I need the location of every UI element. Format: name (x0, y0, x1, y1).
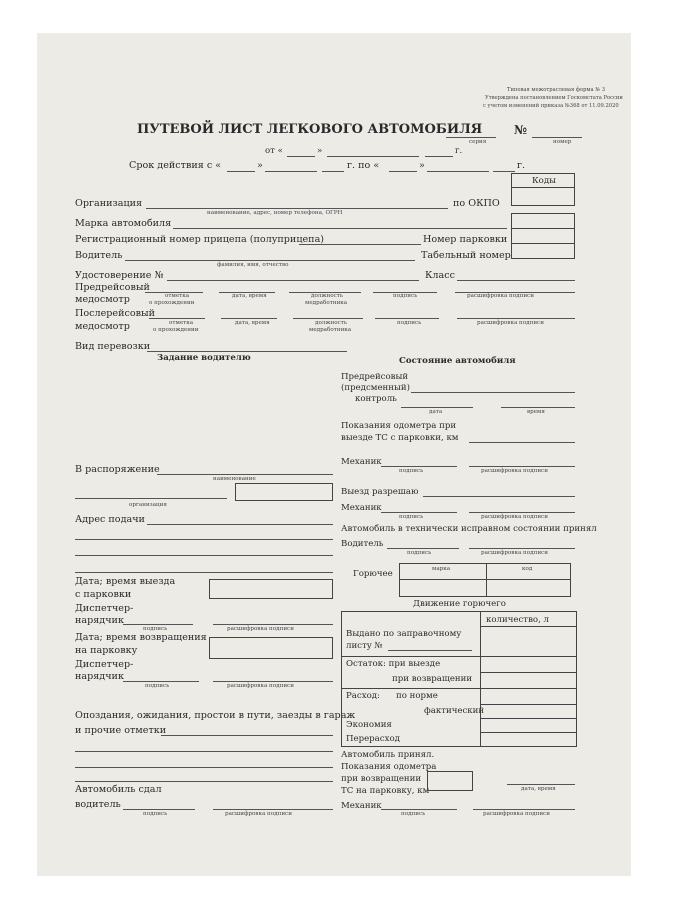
delays-line-3[interactable] (75, 767, 333, 768)
fuel-table (399, 563, 571, 597)
validity-label: Срок действия с « (129, 160, 222, 171)
accepted-label-4: ТС на парковку, км (341, 786, 430, 796)
dispatcher-1-b: нарядчик (75, 615, 124, 626)
handed-decode-line[interactable] (213, 809, 333, 810)
departure-label-1: Дата; время выезда (75, 576, 176, 587)
post-position-caption-1: должность (315, 320, 347, 326)
consumption-actual-label: фактический (424, 706, 485, 716)
okpo-label: по ОКПО (453, 198, 500, 209)
from-year-line[interactable] (425, 156, 453, 157)
pre-decode-caption: расшифровка подписи (467, 293, 534, 299)
issued-label-2: листу № (346, 641, 383, 651)
good-condition-label: Автомобиль в технически исправном состоянии принял (341, 524, 597, 534)
fuel-row-line-4 (342, 688, 576, 689)
pre-signature-caption: подпись (393, 293, 418, 299)
handed-sign-caption: подпись (143, 811, 168, 817)
return-datetime-box[interactable] (209, 637, 333, 659)
parking-code-cell[interactable] (511, 213, 575, 229)
organization-label: Организация (75, 198, 143, 209)
mechanic-1-decode-caption: расшифровка подписи (481, 468, 548, 474)
form-note-2: Утверждена постановлением Госкомстата России (485, 95, 623, 101)
overrun-label: Перерасход (346, 734, 400, 744)
mechanic-1-label: Механик (341, 457, 382, 467)
accepted-label-1: Автомобиль принял. (341, 750, 435, 760)
remainder-label-1: Остаток: при выезде (346, 659, 441, 669)
from-label: от « (265, 146, 283, 156)
valid-from-year-line[interactable] (322, 171, 344, 172)
accept-driver-decode-line[interactable] (469, 548, 575, 549)
dispatcher-2-b: нарядчик (75, 671, 124, 682)
post-decode-line[interactable] (457, 318, 575, 319)
pre-control-line[interactable] (411, 392, 575, 393)
delays-line-1[interactable] (161, 735, 333, 736)
exit-allowed-label: Выезд разрешаю (341, 487, 419, 497)
fuel-label: Горючее (353, 569, 393, 579)
consumption-label: Расход: (346, 691, 380, 701)
accepted-label-3: при возвращении (341, 774, 422, 784)
pre-datetime-caption: дата, время (232, 293, 267, 299)
address-line-3[interactable] (75, 555, 333, 556)
delays-label-2: и прочие отметки (75, 725, 167, 736)
valid-to-year-line[interactable] (493, 171, 515, 172)
dispatcher-2-decode-caption: расшифровка подписи (227, 683, 294, 689)
fuel-row-line-3 (480, 672, 576, 673)
final-mechanic-sign-caption: подпись (401, 811, 426, 817)
trailer-label: Регистрационный номер прицепа (полуприцепа) (75, 234, 325, 245)
departure-label-2: с парковки (75, 589, 132, 600)
issued-sheet-line[interactable] (388, 650, 472, 651)
fuel-row-line-1 (480, 626, 576, 627)
pre-control-label-2: (предсменный) (341, 383, 410, 393)
fuel-row-line-6 (480, 718, 576, 719)
car-brand-line[interactable] (173, 228, 507, 229)
fuel-movement-divider (480, 612, 481, 746)
dispatcher-1-sign-caption: подпись (143, 626, 168, 632)
post-signature-line[interactable] (375, 318, 439, 319)
form-title: ПУТЕВОЙ ЛИСТ ЛЕГКОВОГО АВТОМОБИЛЯ (137, 122, 483, 137)
post-decode-caption: расшифровка подписи (477, 320, 544, 326)
address-line-2[interactable] (75, 539, 333, 540)
valid-to-day-line[interactable] (389, 171, 417, 172)
transport-type-label: Вид перевозки (75, 341, 151, 352)
tab-number-label: Табельный номер (421, 250, 511, 261)
valid-from-day-line[interactable] (227, 171, 255, 172)
delays-line-2[interactable] (75, 751, 333, 752)
final-mechanic-decode-line[interactable] (473, 809, 575, 810)
form-sheet (37, 33, 631, 876)
post-position-line[interactable] (293, 318, 363, 319)
from-month-line[interactable] (327, 156, 419, 157)
address-line-4[interactable] (75, 572, 333, 573)
pre-control-date-caption: дата (429, 409, 443, 415)
fuel-movement-heading: Движение горючего (413, 599, 506, 609)
accepted-datetime-line[interactable] (507, 784, 575, 785)
mechanic-2-decode-caption: расшифровка подписи (481, 514, 548, 520)
driver-label: Водитель (75, 250, 123, 261)
trailer-code-cell[interactable] (511, 228, 575, 244)
pre-control-time-caption: время (527, 409, 545, 415)
accept-driver-decode-caption: расшифровка подписи (481, 550, 548, 556)
state-heading: Состояние автомобиля (399, 356, 516, 366)
disposal-name-caption: наименование (213, 476, 256, 482)
post-datetime-caption: дата, время (235, 320, 270, 326)
post-medical-label-2: медосмотр (75, 321, 130, 332)
handed-sign-line[interactable] (123, 809, 195, 810)
number-caption: номер (553, 139, 572, 145)
delays-label-1: Опоздания, ожидания, простои в пути, заезды в гараж (75, 710, 356, 721)
parking-number-label: Номер парковки (423, 234, 508, 245)
series-line[interactable] (446, 137, 496, 138)
fuel-table-row-divider (400, 579, 570, 580)
departure-datetime-box[interactable] (209, 579, 333, 599)
pre-mark-caption-2: о прохождении (149, 300, 195, 306)
exit-allowed-line[interactable] (423, 496, 575, 497)
task-heading: Задание водителю (157, 353, 251, 363)
pre-control-label-1: Предрейсовый (341, 372, 409, 382)
return-odometer-box[interactable] (427, 771, 473, 791)
pre-control-label-3: контроль (355, 394, 397, 404)
final-mechanic-sign-line[interactable] (381, 809, 457, 810)
pre-mark-caption-1: отметка (165, 293, 190, 299)
address-line-1[interactable] (147, 524, 333, 525)
return-label-1: Дата; время возвращения (75, 632, 207, 643)
transport-type-line[interactable] (147, 351, 347, 352)
codes-header-cell (511, 173, 575, 188)
to-quote: » (419, 160, 425, 171)
address-label: Адрес подачи (75, 514, 145, 525)
fuel-code-caption: код (522, 566, 533, 572)
pre-position-caption-2: медработника (305, 300, 348, 306)
handed-decode-caption: расшифровка подписи (225, 811, 292, 817)
tab-number-cell[interactable] (511, 243, 575, 259)
form-note-3: с учетом изменений приказа №368 от 11.09.2020 (483, 103, 619, 109)
valid-to-month-line[interactable] (427, 171, 489, 172)
accept-driver-label: Водитель (341, 539, 384, 549)
series-caption: серия (469, 139, 487, 145)
to-year-suffix: г. (517, 160, 526, 171)
post-mark-line[interactable] (149, 318, 205, 319)
pre-medical-label-1: Предрейсовый (75, 282, 150, 293)
post-medical-label-1: Послерейсовый (75, 308, 156, 319)
handed-driver-label: водитель (75, 799, 121, 810)
post-mark-caption-1: отметка (169, 320, 194, 326)
odometer-label-1: Показания одометра при (341, 421, 457, 431)
okpo-code-cell[interactable] (511, 187, 575, 206)
to-label: г. по « (347, 160, 380, 171)
economy-label: Экономия (346, 720, 392, 730)
license-label: Удостоверение № (75, 270, 164, 281)
mechanic-1-decode-line[interactable] (469, 466, 575, 467)
post-mark-caption-2: о прохождении (153, 327, 199, 333)
car-brand-label: Марка автомобиля (75, 218, 172, 229)
number-line[interactable] (532, 137, 582, 138)
organization-line[interactable] (146, 208, 448, 209)
dispatcher-2-sign-line[interactable] (123, 681, 199, 682)
disposal-line[interactable] (157, 474, 333, 475)
fuel-movement-table (341, 611, 577, 747)
fuel-row-line-5 (480, 704, 576, 705)
handed-label: Автомобиль сдал (75, 784, 162, 795)
odometer-label-2: выезде ТС с парковки, км (341, 433, 459, 443)
valid-from-month-line[interactable] (265, 171, 317, 172)
final-mechanic-decode-caption: расшифровка подписи (483, 811, 550, 817)
fuel-brand-caption: марка (432, 566, 451, 572)
mechanic-2-sign-line[interactable] (381, 512, 457, 513)
fuel-row-line-7 (480, 732, 576, 733)
year-suffix: г. (455, 146, 463, 156)
mechanic-2-label: Механик (341, 503, 382, 513)
dispatcher-1-decode-caption: расшифровка подписи (227, 626, 294, 632)
dispatcher-1-decode-line[interactable] (213, 624, 333, 625)
fuel-table-divider (486, 564, 487, 596)
driver-caption: фамилия, имя, отчество (217, 262, 289, 268)
org-caption: организация (129, 502, 167, 508)
dispatcher-2-a: Диспетчер- (75, 659, 134, 670)
organization-name-line[interactable] (75, 498, 227, 499)
trailer-line[interactable] (299, 244, 421, 245)
post-signature-caption: подпись (397, 320, 422, 326)
driver-line[interactable] (125, 260, 415, 261)
number-sign: № (514, 123, 528, 137)
dispatcher-2-decode-line[interactable] (213, 681, 333, 682)
organization-caption: наименование, адрес, номер телефона, ОГРН (207, 210, 343, 216)
license-line[interactable] (167, 280, 419, 281)
accepted-datetime-caption: дата, время (521, 786, 556, 792)
issued-label-1: Выдано по заправочному (346, 629, 462, 639)
disposal-code-box[interactable] (235, 483, 333, 501)
post-position-caption-2: медработника (309, 327, 352, 333)
dispatcher-1-a: Диспетчер- (75, 603, 134, 614)
accepted-label-2: Показания одометра (341, 762, 437, 772)
pre-medical-label-2: медосмотр (75, 294, 130, 305)
final-mechanic-label: Механик (341, 801, 382, 811)
remainder-label-2: при возвращении (392, 674, 473, 684)
quote-close: » (317, 146, 323, 156)
pre-control-date-line[interactable] (401, 407, 473, 408)
odometer-line[interactable] (469, 442, 575, 443)
class-line[interactable] (457, 280, 575, 281)
accept-driver-sign-caption: подпись (407, 550, 432, 556)
mechanic-2-sign-caption: подпись (399, 514, 424, 520)
disposal-label: В распоряжение (75, 464, 160, 475)
return-label-2: на парковку (75, 645, 138, 656)
delays-line-4[interactable] (75, 781, 333, 782)
from-day-line[interactable] (287, 156, 315, 157)
mechanic-2-decode-line[interactable] (469, 512, 575, 513)
quantity-label: количество, л (486, 615, 550, 625)
pre-control-time-line[interactable] (501, 407, 575, 408)
form-note-1: Типовая межотраслевая форма № 3 (507, 87, 606, 93)
post-datetime-line[interactable] (221, 318, 277, 319)
consumption-norm-label: по норме (396, 691, 438, 701)
dispatcher-1-sign-line[interactable] (123, 624, 193, 625)
class-label: Класс (425, 270, 455, 281)
fuel-row-line-2 (342, 656, 576, 657)
codes-label: Коды (532, 176, 556, 186)
dispatcher-2-sign-caption: подпись (145, 683, 170, 689)
accept-driver-sign-line[interactable] (387, 548, 459, 549)
pre-position-caption-1: должность (311, 293, 343, 299)
mechanic-1-sign-line[interactable] (381, 466, 457, 467)
mechanic-1-sign-caption: подпись (399, 468, 424, 474)
validity-quote: » (257, 160, 263, 171)
